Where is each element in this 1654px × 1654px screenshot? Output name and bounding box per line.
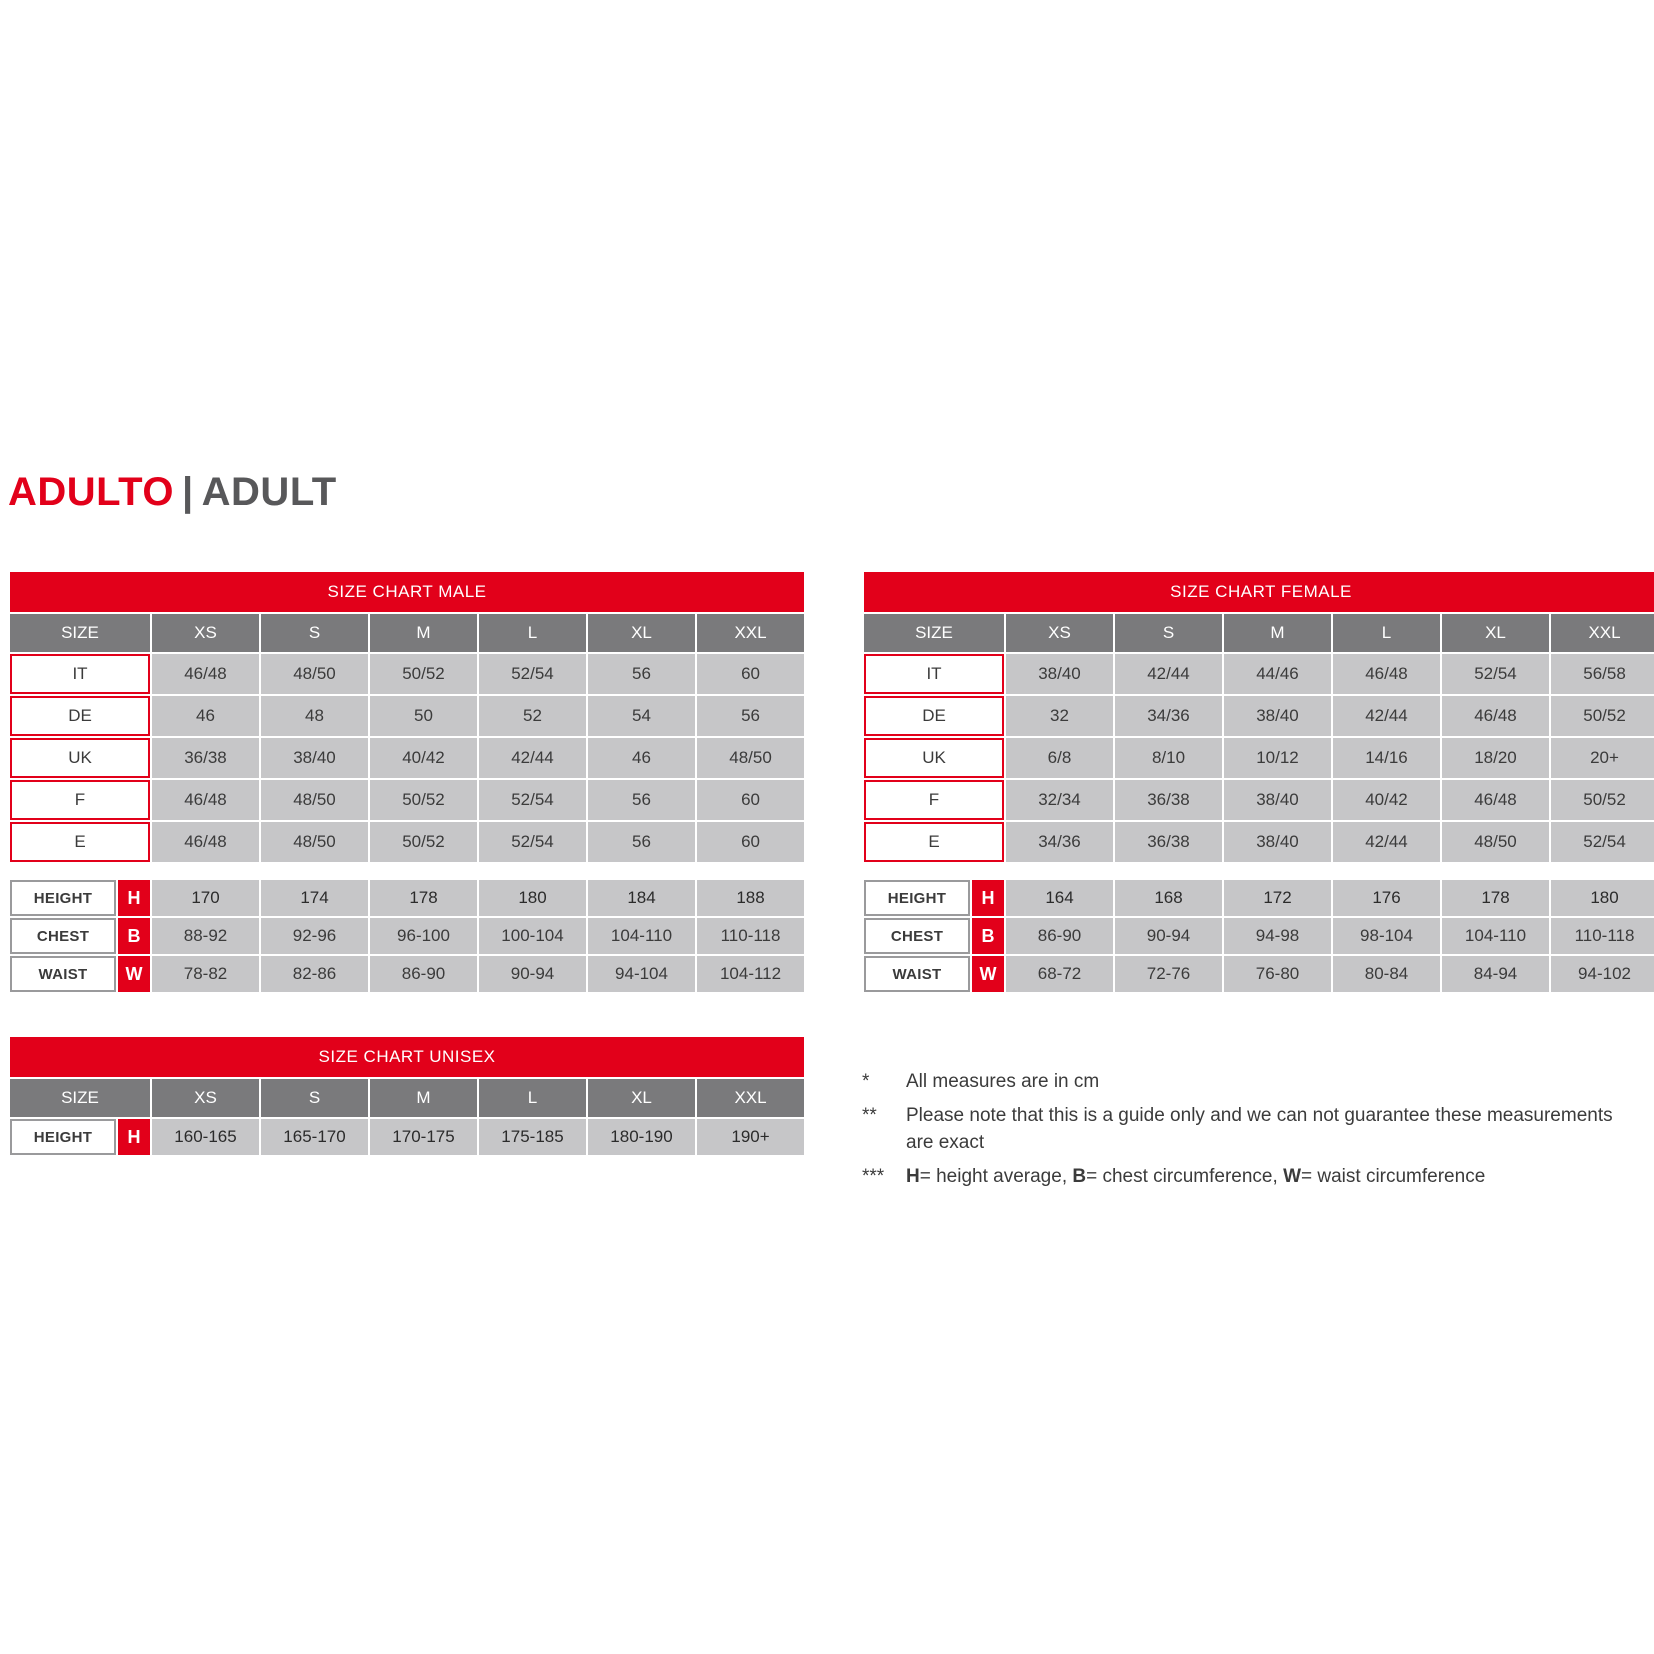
female-f-s: 36/38 — [1115, 780, 1222, 820]
unisex-height-xxl: 190+ — [697, 1119, 804, 1155]
page-title-separator: | — [181, 470, 194, 514]
unisex-size-xxl: XXL — [697, 1079, 804, 1117]
male-f-xl: 56 — [588, 780, 695, 820]
male-uk-xxl: 48/50 — [697, 738, 804, 778]
female-uk-xl: 18/20 — [1442, 738, 1549, 778]
female-it-xl: 52/54 — [1442, 654, 1549, 694]
female-chest-l: 98-104 — [1333, 918, 1440, 954]
male-waist-m: 86-90 — [370, 956, 477, 992]
male-height-xxl: 188 — [697, 880, 804, 916]
female-waist-l: 80-84 — [1333, 956, 1440, 992]
table-row — [864, 956, 1654, 992]
male-f-m: 50/52 — [370, 780, 477, 820]
male-e-xl: 56 — [588, 822, 695, 862]
male-uk-l: 42/44 — [479, 738, 586, 778]
male-e-m: 50/52 — [370, 822, 477, 862]
note-text-2: Please note that this is a guide only and we can not guarantee these measurements are exact — [906, 1104, 1613, 1154]
male-waist-xxl: 104-112 — [697, 956, 804, 992]
male-chest-label: CHEST — [10, 918, 116, 954]
unisex-size-xl: XL — [588, 1079, 695, 1117]
female-size-s: S — [1115, 614, 1222, 652]
female-row-label-de: DE — [864, 696, 1004, 736]
unisex-size-xs: XS — [152, 1079, 259, 1117]
female-waist-label-cell — [864, 956, 1004, 992]
table-row — [864, 696, 1654, 736]
male-waist-xs: 78-82 — [152, 956, 259, 992]
female-row-label-it: IT — [864, 654, 1004, 694]
male-de-l: 52 — [479, 696, 586, 736]
male-waist-xl: 94-104 — [588, 956, 695, 992]
male-title-row — [10, 572, 804, 612]
female-it-xxl: 56/58 — [1551, 654, 1654, 694]
female-de-l: 42/44 — [1333, 696, 1440, 736]
male-e-xxl: 60 — [697, 822, 804, 862]
female-f-l: 40/42 — [1333, 780, 1440, 820]
female-chest-xs: 86-90 — [1006, 918, 1113, 954]
unisex-height-xl: 180-190 — [588, 1119, 695, 1155]
male-size-m: M — [370, 614, 477, 652]
female-size-xxl: XXL — [1551, 614, 1654, 652]
female-f-xs: 32/34 — [1006, 780, 1113, 820]
female-chest-xl: 104-110 — [1442, 918, 1549, 954]
male-chest-tag: B — [118, 918, 150, 954]
female-e-xxl: 52/54 — [1551, 822, 1654, 862]
male-height-s: 174 — [261, 880, 368, 916]
male-size-xxl: XXL — [697, 614, 804, 652]
male-uk-s: 38/40 — [261, 738, 368, 778]
male-size-xl: XL — [588, 614, 695, 652]
male-chest-s: 92-96 — [261, 918, 368, 954]
female-f-xl: 46/48 — [1442, 780, 1549, 820]
female-size-m: M — [1224, 614, 1331, 652]
male-height-xs: 170 — [152, 880, 259, 916]
size-chart-female — [862, 570, 1647, 994]
table-row — [10, 738, 804, 778]
female-title: SIZE CHART FEMALE — [864, 572, 1654, 612]
table-row — [10, 654, 804, 694]
male-height-tag: H — [118, 880, 150, 916]
page-title — [8, 470, 337, 515]
male-de-m: 50 — [370, 696, 477, 736]
unisex-size-label: SIZE — [10, 1079, 150, 1117]
female-row-label-e: E — [864, 822, 1004, 862]
male-it-xl: 56 — [588, 654, 695, 694]
note-marker-1: * — [862, 1071, 870, 1092]
female-header-row — [864, 614, 1654, 652]
female-e-m: 38/40 — [1224, 822, 1331, 862]
table-row — [864, 918, 1654, 954]
note-item — [862, 1102, 1642, 1157]
table-row — [864, 780, 1654, 820]
note-item — [862, 1068, 1642, 1096]
note-text-3: H= height average, B= chest circumference, W= waist circumference — [906, 1165, 1486, 1187]
male-chest-l: 100-104 — [479, 918, 586, 954]
table-row — [10, 956, 804, 992]
female-size-xl: XL — [1442, 614, 1549, 652]
female-chest-m: 94-98 — [1224, 918, 1331, 954]
male-chest-m: 96-100 — [370, 918, 477, 954]
unisex-height-label: HEIGHT — [10, 1119, 116, 1155]
male-f-s: 48/50 — [261, 780, 368, 820]
unisex-height-s: 165-170 — [261, 1119, 368, 1155]
unisex-title-row — [10, 1037, 804, 1077]
male-de-xs: 46 — [152, 696, 259, 736]
table-row — [10, 880, 804, 916]
male-de-xxl: 56 — [697, 696, 804, 736]
female-waist-xl: 84-94 — [1442, 956, 1549, 992]
male-waist-l: 90-94 — [479, 956, 586, 992]
female-height-label-cell — [864, 880, 1004, 916]
female-height-xs: 164 — [1006, 880, 1113, 916]
male-row-label-uk: UK — [10, 738, 150, 778]
female-row-label-uk: UK — [864, 738, 1004, 778]
female-e-xl: 48/50 — [1442, 822, 1549, 862]
male-height-xl: 184 — [588, 880, 695, 916]
size-chart-unisex — [8, 1035, 793, 1157]
male-f-l: 52/54 — [479, 780, 586, 820]
male-e-xs: 46/48 — [152, 822, 259, 862]
male-waist-s: 82-86 — [261, 956, 368, 992]
female-f-m: 38/40 — [1224, 780, 1331, 820]
female-uk-s: 8/10 — [1115, 738, 1222, 778]
female-title-row — [864, 572, 1654, 612]
female-de-m: 38/40 — [1224, 696, 1331, 736]
table-row — [10, 918, 804, 954]
female-de-xs: 32 — [1006, 696, 1113, 736]
female-chest-label: CHEST — [864, 918, 970, 954]
note-text-1: All measures are in cm — [906, 1071, 1100, 1092]
male-de-s: 48 — [261, 696, 368, 736]
female-it-s: 42/44 — [1115, 654, 1222, 694]
note-marker-3: *** — [862, 1165, 885, 1187]
note-item — [862, 1163, 1642, 1191]
male-it-l: 52/54 — [479, 654, 586, 694]
male-waist-label-cell — [10, 956, 150, 992]
female-height-tag: H — [972, 880, 1004, 916]
unisex-height-label-cell — [10, 1119, 150, 1155]
female-waist-s: 72-76 — [1115, 956, 1222, 992]
male-size-s: S — [261, 614, 368, 652]
female-chest-xxl: 110-118 — [1551, 918, 1654, 954]
female-size-xs: XS — [1006, 614, 1113, 652]
male-size-label: SIZE — [10, 614, 150, 652]
female-height-label: HEIGHT — [864, 880, 970, 916]
female-chest-label-cell — [864, 918, 1004, 954]
male-it-s: 48/50 — [261, 654, 368, 694]
female-f-xxl: 50/52 — [1551, 780, 1654, 820]
male-header-row — [10, 614, 804, 652]
female-de-s: 34/36 — [1115, 696, 1222, 736]
note-marker-2: ** — [862, 1104, 877, 1126]
female-size-label: SIZE — [864, 614, 1004, 652]
female-table — [862, 570, 1654, 994]
unisex-header-row — [10, 1079, 804, 1117]
female-chest-s: 90-94 — [1115, 918, 1222, 954]
male-waist-tag: W — [118, 956, 150, 992]
male-uk-m: 40/42 — [370, 738, 477, 778]
male-uk-xl: 46 — [588, 738, 695, 778]
table-row — [864, 822, 1654, 862]
female-row-label-f: F — [864, 780, 1004, 820]
female-spacer-row — [864, 864, 1654, 878]
male-it-xs: 46/48 — [152, 654, 259, 694]
male-height-label: HEIGHT — [10, 880, 116, 916]
unisex-height-xs: 160-165 — [152, 1119, 259, 1155]
unisex-table — [8, 1035, 806, 1157]
table-row — [10, 822, 804, 862]
male-uk-xs: 36/38 — [152, 738, 259, 778]
female-it-l: 46/48 — [1333, 654, 1440, 694]
female-uk-xs: 6/8 — [1006, 738, 1113, 778]
male-it-xxl: 60 — [697, 654, 804, 694]
female-waist-label: WAIST — [864, 956, 970, 992]
female-chest-tag: B — [972, 918, 1004, 954]
male-row-label-de: DE — [10, 696, 150, 736]
table-row — [864, 738, 1654, 778]
female-uk-xxl: 20+ — [1551, 738, 1654, 778]
unisex-height-l: 175-185 — [479, 1119, 586, 1155]
male-chest-xxl: 110-118 — [697, 918, 804, 954]
male-spacer-row — [10, 864, 804, 878]
male-e-l: 52/54 — [479, 822, 586, 862]
male-height-m: 178 — [370, 880, 477, 916]
male-height-label-cell — [10, 880, 150, 916]
male-row-label-it: IT — [10, 654, 150, 694]
female-height-m: 172 — [1224, 880, 1331, 916]
female-de-xxl: 50/52 — [1551, 696, 1654, 736]
table-row — [864, 880, 1654, 916]
female-waist-tag: W — [972, 956, 1004, 992]
male-chest-xl: 104-110 — [588, 918, 695, 954]
male-f-xxl: 60 — [697, 780, 804, 820]
female-uk-m: 10/12 — [1224, 738, 1331, 778]
table-row — [10, 696, 804, 736]
male-waist-label: WAIST — [10, 956, 116, 992]
female-height-s: 168 — [1115, 880, 1222, 916]
female-waist-xs: 68-72 — [1006, 956, 1113, 992]
female-waist-m: 76-80 — [1224, 956, 1331, 992]
male-row-label-f: F — [10, 780, 150, 820]
female-e-l: 42/44 — [1333, 822, 1440, 862]
unisex-height-m: 170-175 — [370, 1119, 477, 1155]
female-height-xxl: 180 — [1551, 880, 1654, 916]
male-it-m: 50/52 — [370, 654, 477, 694]
page-title-english: ADULT — [201, 470, 337, 514]
male-de-xl: 54 — [588, 696, 695, 736]
female-uk-l: 14/16 — [1333, 738, 1440, 778]
table-row — [10, 780, 804, 820]
female-waist-xxl: 94-102 — [1551, 956, 1654, 992]
male-title: SIZE CHART MALE — [10, 572, 804, 612]
male-chest-xs: 88-92 — [152, 918, 259, 954]
page-title-italian: ADULTO — [8, 470, 174, 514]
size-chart-male — [8, 570, 793, 994]
male-f-xs: 46/48 — [152, 780, 259, 820]
notes-block — [862, 1068, 1642, 1196]
female-it-m: 44/46 — [1224, 654, 1331, 694]
female-de-xl: 46/48 — [1442, 696, 1549, 736]
male-e-s: 48/50 — [261, 822, 368, 862]
male-table — [8, 570, 806, 994]
female-height-l: 176 — [1333, 880, 1440, 916]
unisex-size-m: M — [370, 1079, 477, 1117]
unisex-title: SIZE CHART UNISEX — [10, 1037, 804, 1077]
female-e-xs: 34/36 — [1006, 822, 1113, 862]
male-row-label-e: E — [10, 822, 150, 862]
table-row — [10, 1119, 804, 1155]
male-height-l: 180 — [479, 880, 586, 916]
male-size-l: L — [479, 614, 586, 652]
male-chest-label-cell — [10, 918, 150, 954]
female-it-xs: 38/40 — [1006, 654, 1113, 694]
unisex-size-s: S — [261, 1079, 368, 1117]
unisex-height-tag: H — [118, 1119, 150, 1155]
female-size-l: L — [1333, 614, 1440, 652]
female-e-s: 36/38 — [1115, 822, 1222, 862]
table-row — [864, 654, 1654, 694]
female-height-xl: 178 — [1442, 880, 1549, 916]
unisex-size-l: L — [479, 1079, 586, 1117]
male-size-xs: XS — [152, 614, 259, 652]
